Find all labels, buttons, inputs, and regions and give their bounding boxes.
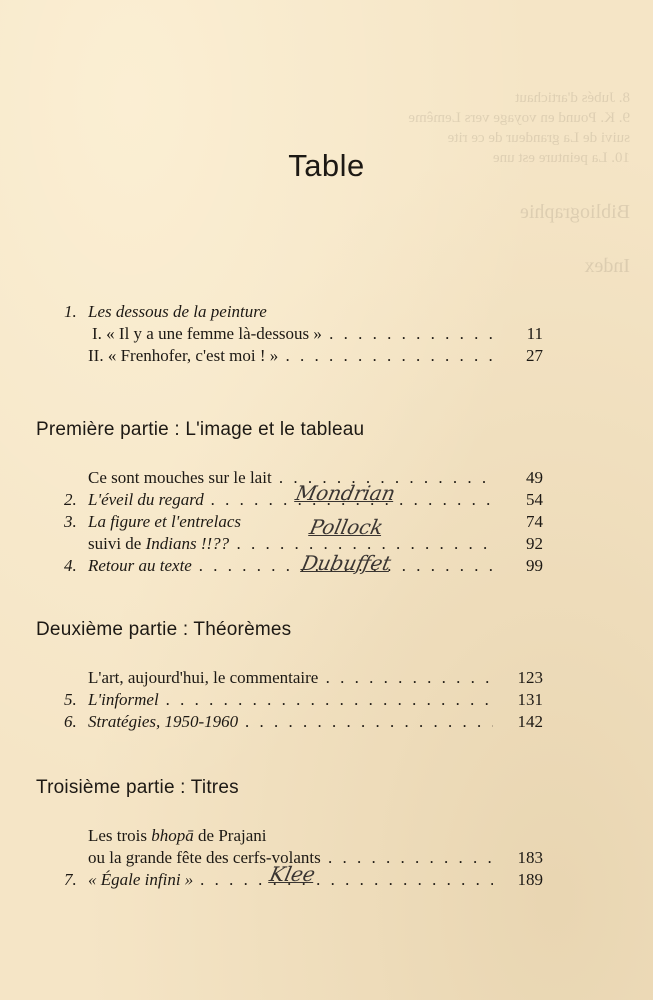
entry-roman-number: I.: [92, 324, 102, 343]
entry-label: L'informel . . .: [88, 689, 493, 711]
entry-text-italic: Indians !!??: [145, 534, 230, 553]
entry-text: suivi de: [88, 534, 146, 553]
page-number: 11: [526, 324, 543, 343]
chapter-number: 1.: [64, 302, 77, 321]
page-number: 27: [526, 346, 543, 365]
entry-label: L'art, aujourd'hui, le commentaire . . .: [88, 667, 493, 689]
toc-entry: [64, 711, 543, 733]
page-title: Table: [288, 148, 365, 183]
entry-label: L'éveil du regard . . .: [88, 489, 493, 511]
ghost-line: 9. K. Pound en voyage vers Lemême: [408, 110, 630, 126]
page-number: 99: [526, 556, 543, 575]
entry-label: Retour au texte . . .: [88, 555, 493, 577]
handwritten-annotation-pollock: Pollock: [307, 515, 386, 539]
entry-label: « Égale infini » . . .: [88, 869, 493, 891]
entry-label: Stratégies, 1950-1960 . . .: [88, 711, 493, 733]
ghost-line: 10. La peinture est une: [492, 150, 630, 166]
entry-label: [88, 533, 493, 555]
entry-text-italic: bhopā: [151, 826, 194, 845]
entry-text: « Frenhofer, c'est moi ! »: [107, 346, 279, 365]
entry-roman-number: II.: [88, 346, 104, 365]
page-number: 123: [517, 668, 543, 687]
chapter-number: 6.: [64, 712, 77, 731]
entry-label: ou la grande fête des cerfs-volants . . .: [88, 847, 493, 869]
page-number: 92: [526, 534, 543, 553]
part-heading: Première partie : L'image et le tableau: [36, 419, 365, 440]
chapter-number: 7.: [64, 870, 77, 889]
toc-chapter-1: [64, 301, 543, 323]
ghost-line: Bibliographie: [520, 201, 630, 223]
entry-text: de Prajani: [193, 826, 267, 845]
page-number: 74: [526, 512, 543, 531]
part-heading: Deuxième partie : Théorèmes: [36, 619, 292, 640]
page-number: 142: [517, 712, 543, 731]
page-number: 54: [526, 490, 543, 509]
ghost-line: suivi de La grandeur de ce rite: [447, 130, 630, 146]
toc-entry: [64, 825, 543, 847]
entry-text: « Il y a une femme là-dessous »: [106, 324, 322, 343]
chapter-title: Les dessous de la peinture: [88, 302, 267, 321]
handwritten-annotation-klee: Klee: [267, 862, 318, 886]
entry-label: La figure et l'entrelacs: [88, 512, 241, 531]
chapter-number: 5.: [64, 690, 77, 709]
chapter-number: 2.: [64, 490, 77, 509]
handwritten-annotation-dubuffet: Dubuffet: [299, 551, 394, 575]
entry-label: [88, 825, 493, 847]
chapter-number: 4.: [64, 556, 77, 575]
handwritten-annotation-mondrian: Mondrian: [293, 481, 398, 505]
entry-label: Ce sont mouches sur le lait . . .: [88, 467, 493, 489]
ghost-line: 8. Jubés d'artichaut: [515, 90, 630, 106]
entry-label: [92, 323, 493, 345]
part-heading: Troisième partie : Titres: [36, 777, 239, 798]
chapter-number: 3.: [64, 512, 77, 531]
toc-entry: [64, 345, 543, 367]
toc-entry: [64, 689, 543, 711]
page-number: 183: [517, 848, 543, 867]
toc-entry: [64, 667, 543, 689]
entry-label: [88, 345, 493, 367]
toc-entry: [64, 511, 543, 533]
toc-entry: [64, 323, 543, 345]
page-number: 131: [517, 690, 543, 709]
page-number: 189: [517, 870, 543, 889]
page-number: 49: [526, 468, 543, 487]
ghost-line: Index: [584, 255, 630, 277]
entry-text: Les trois: [88, 826, 152, 845]
